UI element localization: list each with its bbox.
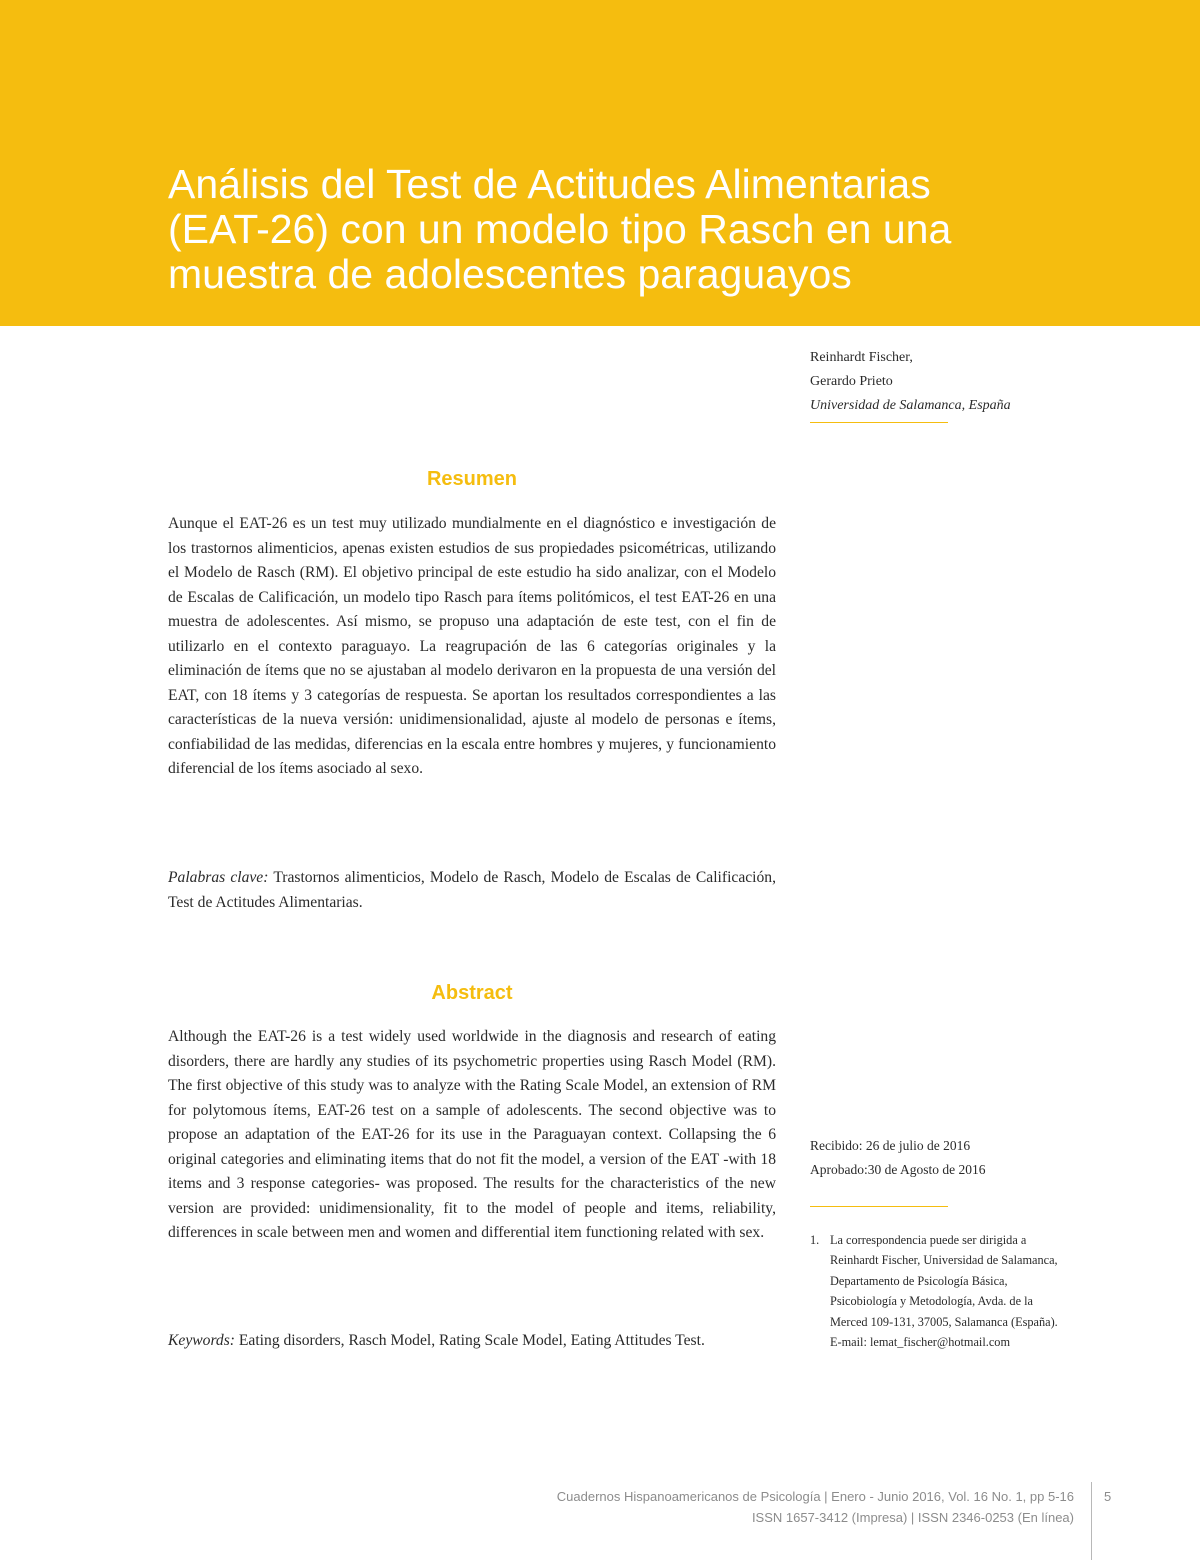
resumen-heading: Resumen [426,468,518,490]
footnote-email: E-mail: lemat_fischer@hotmail.com [830,1335,1011,1350]
footnote-number: 1. [810,1233,820,1247]
journal-issn: ISSN 1657-3412 (Impresa) | ISSN 2346-0253 (En línea) [751,1510,1074,1525]
footnote-line: La correspondencia puede ser dirigida a [830,1233,1027,1247]
footnote [810,1230,1082,1352]
resumen-keywords [168,866,776,915]
keywords-label: Palabras clave: [168,869,269,886]
journal-info [557,1486,1074,1528]
abstract-keywords [168,1329,776,1354]
footnote-line: Departamento de Psicología Básica, [830,1273,1008,1288]
footnote-line: Psicobiología y Metodología, Avda. de la [830,1294,1033,1309]
page-number-divider [1091,1482,1092,1560]
author-divider [810,422,948,423]
abstract-heading: Abstract [431,982,513,1004]
page-number: 5 [1104,1489,1112,1504]
keywords-text: Trastornos alimenticios, Modelo de Rasch, Modelo de Escalas de Calificación, Test de Actitudes Alimentarias. [168,869,776,911]
author-name: Reinhardt Fischer, [810,350,913,365]
journal-citation: Cuadernos Hispanoamericanos de Psicología | Enero - Junio 2016, Vol. 16 No. 1, pp 5-16 [556,1489,1074,1504]
approved-date: Aprobado:30 de Agosto de 2016 [810,1162,986,1177]
title-line: Análisis del Test de Actitudes Alimentarias [168,161,931,207]
author-block [810,346,1070,418]
title-line: (EAT-26) con un modelo tipo Rasch en una [168,206,952,252]
received-date: Recibido: 26 de julio de 2016 [810,1138,971,1153]
footnote-line: Merced 109-131, 37005, Salamanca (España). [830,1314,1058,1329]
article-dates [810,1134,1070,1182]
footnote-line: Reinhardt Fischer, Universidad de Salamanca, [830,1253,1058,1268]
article-title [168,162,1158,297]
resumen-text: Aunque el EAT-26 es un test muy utilizado mundialmente en el diagnóstico e investigación de los trastornos alimenticios, apenas existen estudios de sus propiedades psicométricas, utilizando el Modelo de Rasch (RM). El objetivo principal de este estudio ha sido analizar, con el Modelo de Escalas de Calificación, un modelo tipo Rasch para ítems politómicos, el test EAT-26 en una muestra de adolescentes. Así mismo, se propuso una adaptación de este test, con el fin de utilizarlo en el contexto paraguayo. La reagrupación de las 6 categorías originales y la eliminación de ítems que no se ajustaban al modelo derivaron en la propuesta de una versión del EAT, con 18 ítems y 3 categorías de respuesta. Se aportan los resultados correspondientes a las características de la nueva versión: unidimensionalidad, ajuste al modelo de personas e ítems, confiabilidad de las medidas, diferencias en la escala entre hombres y mujeres, y funcionamiento diferencial de los ítems asociado al sexo. [168,515,776,777]
keywords-text: Eating disorders, Rasch Model, Rating Scale Model, Eating Attitudes Test. [238,1332,705,1349]
title-line: muestra de adolescentes paraguayos [168,251,852,297]
keywords-label: Keywords: [168,1332,235,1349]
footnote-divider [810,1206,948,1207]
author-name: Gerardo Prieto [810,374,893,389]
author-affiliation: Universidad de Salamanca, España [810,398,1011,413]
abstract-text: Although the EAT-26 is a test widely used worldwide in the diagnosis and research of eating disorders, there are hardly any studies of its psychometric properties using Rasch Model (RM). The first objective of this study was to analyze with the Rating Scale Model, an extension of RM for polytomous ítems, EAT-26 test on a sample of adolescents. The second objective was to propose an adaptation of the EAT-26 for its use in the Paraguayan context. Collapsing the 6 original categories and eliminating items that do not fit the model, a version of the EAT -with 18 items and 3 response categories- was proposed. The results for the characteristics of the new version are provided: unidimensionality, fit to the model of people and items, reliability, differences in scale between men and women and differential item functioning related with sex. [168,1028,776,1241]
